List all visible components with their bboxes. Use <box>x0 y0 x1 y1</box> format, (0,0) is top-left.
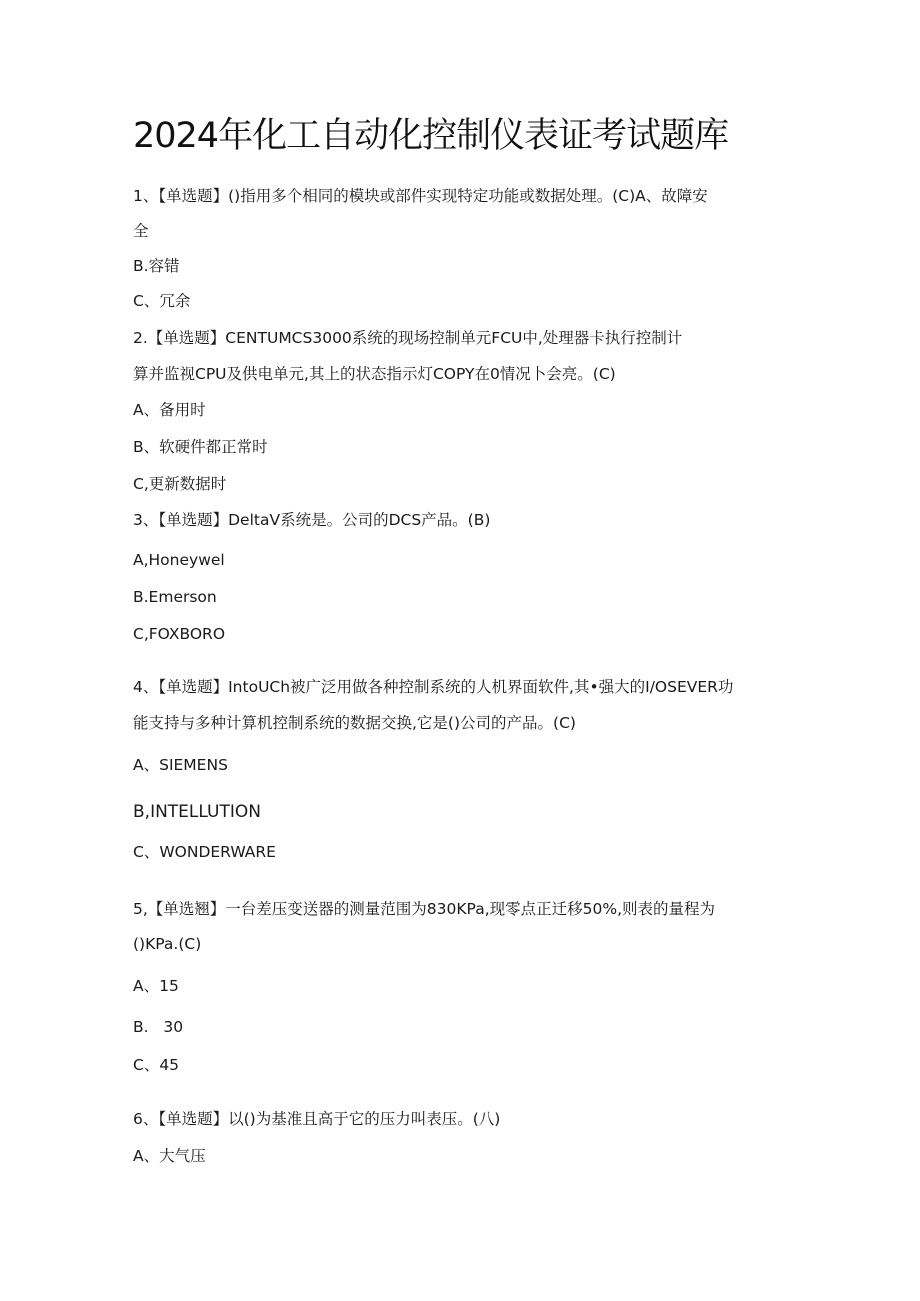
question-5-option-b: B. 30 <box>133 1018 184 1036</box>
question-3-stem-line-1: 3、【单选题】DeltaV系统是。公司的DCS产品。(B) <box>133 511 491 529</box>
question-4-stem-line-1: 4、【单选题】IntoUCh被广泛用做各种控制系统的人机界面软件,其•强大的I/OSEVER功 <box>133 678 734 696</box>
question-5-stem-line-2: ()KPa.(C) <box>133 935 202 953</box>
question-2-option-a: A、备用时 <box>133 401 206 419</box>
question-2-option-c: C,更新数据时 <box>133 475 227 493</box>
question-1-stem-line-1: 1、【单选题】()指用多个相同的模块或部件实现特定功能或数据处理。(C)A、故障安 <box>133 187 708 205</box>
question-3-option-c: C,FOXBORO <box>133 625 226 643</box>
question-3-option-a: A,Honeywel <box>133 551 225 569</box>
question-1-option-c: C、冗余 <box>133 292 191 310</box>
question-2-stem-line-1: 2.【单选题】CENTUMCS3000系统的现场控制单元FCU中,处理器卡执行控制计 <box>133 329 683 347</box>
question-1-stem-line-2: 全 <box>133 222 149 240</box>
question-5-option-a: A、15 <box>133 977 179 995</box>
question-4-option-a: A、SIEMENS <box>133 756 228 774</box>
question-6-option-a: A、大气压 <box>133 1147 206 1165</box>
question-3-option-b: B.Emerson <box>133 588 217 606</box>
document-title: 2024年化工自动化控制仪表证考试题库 <box>133 116 729 156</box>
question-2-option-b: B、软硬件都正常时 <box>133 438 268 456</box>
question-6-stem-line-1: 6、【单选题】以()为基准且高于它的压力叫表压。(八) <box>133 1110 501 1128</box>
question-5-option-c: C、45 <box>133 1056 180 1074</box>
question-2-stem-line-2: 算并监视CPU及供电单元,其上的状态指示灯COPY在0情况卜会亮。(C) <box>133 365 616 383</box>
question-5-stem-line-1: 5,【单选翘】一台差压变送器的测量范围为830KPa,现零点正迁移50%,则表的量程为 <box>133 900 715 918</box>
question-4-stem-line-2: 能支持与多种计算机控制系统的数据交换,它是()公司的产品。(C) <box>133 714 576 732</box>
question-4-option-b: B,INTELLUTION <box>133 802 261 822</box>
question-4-option-c: C、WONDERWARE <box>133 843 276 861</box>
question-1-option-b: B.容错 <box>133 257 180 275</box>
